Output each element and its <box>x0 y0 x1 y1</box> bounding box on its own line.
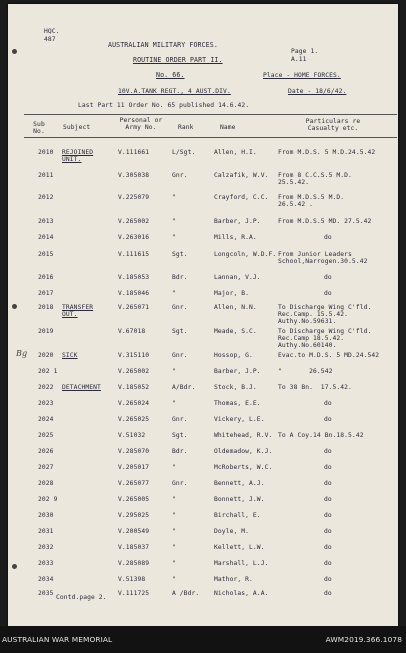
archive-footer <box>0 626 406 653</box>
row-sub-no: 2012 <box>38 194 54 201</box>
row-army-no: V.315110 <box>118 352 150 359</box>
row-particulars: From M.D.S.5 MD. 27.5.42 <box>278 218 372 225</box>
row-rank: " <box>172 464 176 471</box>
row-army-no: V.51398 <box>118 576 146 583</box>
punch-hole <box>12 49 17 54</box>
row-rank: " <box>172 544 176 551</box>
row-sub-no: 2022 <box>38 384 54 391</box>
row-army-no: V.265077 <box>118 480 150 487</box>
row-name: Birchall, E. <box>214 512 261 519</box>
place: Place - HOME FORCES. <box>263 72 341 79</box>
row-name: Barber, J.P. <box>214 368 261 375</box>
row-rank: Gnr. <box>172 172 188 179</box>
row-particulars: do <box>324 480 332 487</box>
punch-hole <box>12 304 17 309</box>
row-sub-no: 202 1 <box>38 368 58 375</box>
row-sub-no: 2016 <box>38 274 54 281</box>
row-sub-no: 2028 <box>38 480 54 487</box>
row-rank: " <box>172 400 176 407</box>
row-sub-no: 2035 <box>38 590 54 597</box>
row-name: Whitehead, R.V. <box>214 432 273 439</box>
row-particulars: do <box>324 448 332 455</box>
doc-title: AUSTRALIAN MILITARY FORCES. <box>108 41 218 49</box>
row-army-no: V.295025 <box>118 512 150 519</box>
row-name: Thomas, E.E. <box>214 400 261 407</box>
row-particulars: do <box>324 560 332 567</box>
row-rank: L/Sgt. <box>172 149 196 156</box>
row-army-no: V.265005 <box>118 496 150 503</box>
row-army-no: V.185053 <box>118 274 150 281</box>
order-number: No. 66. <box>156 71 185 79</box>
row-rank: " <box>172 194 176 201</box>
row-sub-no: 2033 <box>38 560 54 567</box>
row-sub-no: 2025 <box>38 432 54 439</box>
row-particulars: From M.D.S.5 M.D. 26.5.42 . <box>278 194 345 208</box>
row-rank: " <box>172 512 176 519</box>
row-name: Lannan, V.J. <box>214 274 261 281</box>
row-name: Bennett, A.J. <box>214 480 265 487</box>
row-army-no: V.265025 <box>118 416 150 423</box>
row-particulars: From M.D.S. 5 M.D.24.5.42 <box>278 149 376 156</box>
doc-subtitle: ROUTINE ORDER PART II. <box>133 56 223 64</box>
row-army-no: V.285089 <box>118 560 150 567</box>
row-army-no: V.265002 <box>118 368 150 375</box>
row-rank: Sgt. <box>172 328 188 335</box>
row-rank: Bdr. <box>172 448 188 455</box>
row-army-no: V.263016 <box>118 234 150 241</box>
row-sub-no: 2026 <box>38 448 54 455</box>
row-name: Meade, S.C. <box>214 328 257 335</box>
row-sub-no: 2032 <box>38 544 54 551</box>
row-rank: " <box>172 576 176 583</box>
row-particulars: Evac.to M.D.S. 5 MD.24.542 <box>278 352 380 359</box>
hq-number: 487 <box>44 36 56 43</box>
row-name: Hossop, G. <box>214 352 253 359</box>
row-rank: " <box>172 218 176 225</box>
row-particulars: do <box>324 590 332 597</box>
row-particulars: From 8 C.C.S.5 M.D. 25.5.42. <box>278 172 352 186</box>
row-rank: Gnr. <box>172 480 188 487</box>
row-subject: SICK <box>62 352 78 359</box>
row-sub-no: 2019 <box>38 328 54 335</box>
hq-label: HQC. <box>44 28 60 35</box>
row-sub-no: 2015 <box>38 251 54 258</box>
row-name: Marshall, L.J. <box>214 560 269 567</box>
handwritten-margin-mark: Bg <box>16 349 28 358</box>
row-particulars: To Discharge Wing C'fld. Rec.Camp. 15.5.42. Authy.No.59631. <box>278 304 372 325</box>
row-army-no: V.225079 <box>118 194 150 201</box>
row-particulars: do <box>324 512 332 519</box>
document-page <box>8 4 398 626</box>
row-rank: " <box>172 234 176 241</box>
row-army-no: V.305038 <box>118 172 150 179</box>
row-sub-no: 202 9 <box>38 496 58 503</box>
row-rank: " <box>172 560 176 567</box>
row-name: Oldemadow, K.J. <box>214 448 273 455</box>
col-sub-no: Sub No. <box>33 121 45 135</box>
row-particulars: " 26.542 <box>278 368 333 375</box>
col-personal-no: Personal or Army No. <box>119 117 163 131</box>
page-ref: A.11 <box>291 56 307 63</box>
row-army-no: V.265024 <box>118 400 150 407</box>
continued-note: Contd.page 2. <box>56 594 107 601</box>
row-sub-no: 2034 <box>38 576 54 583</box>
row-army-no: V.205017 <box>118 464 150 471</box>
row-particulars: do <box>324 416 332 423</box>
row-army-no: V.51032 <box>118 432 146 439</box>
col-rank: Rank <box>178 124 194 131</box>
row-army-no: V.185046 <box>118 290 150 297</box>
page-number: Page 1. <box>291 48 319 55</box>
row-sub-no: 2014 <box>38 234 54 241</box>
row-rank: A/Bdr. <box>172 384 196 391</box>
row-particulars: do <box>324 496 332 503</box>
row-name: Mathor, R. <box>214 576 253 583</box>
unit-name: 10V.A.TANK REGT., 4 AUST.DIV. <box>118 88 231 95</box>
row-sub-no: 2011 <box>38 172 54 179</box>
row-army-no: V.185052 <box>118 384 150 391</box>
row-name: Kellett, L.W. <box>214 544 265 551</box>
row-sub-no: 2030 <box>38 512 54 519</box>
row-particulars: To A Coy.14 Bn.18.5.42 <box>278 432 364 439</box>
order-date: Date - 18/6/42. <box>288 88 347 95</box>
row-sub-no: 2031 <box>38 528 54 535</box>
row-particulars: do <box>324 464 332 471</box>
row-name: Nicholas, A.A. <box>214 590 269 597</box>
row-particulars: do <box>324 576 332 583</box>
row-army-no: V.265071 <box>118 304 150 311</box>
punch-hole <box>12 564 17 569</box>
row-particulars: From Junior Leaders School,Narrogen.30.5.42 <box>278 251 368 265</box>
row-particulars: do <box>324 400 332 407</box>
row-sub-no: 2010 <box>38 149 54 156</box>
table-top-rule <box>24 114 397 115</box>
row-army-no: V.67018 <box>118 328 146 335</box>
row-rank: " <box>172 290 176 297</box>
row-rank: Sgt. <box>172 432 188 439</box>
row-rank: Gnr. <box>172 304 188 311</box>
col-particulars: Particulars re Casualty etc. <box>305 118 361 132</box>
row-rank: " <box>172 528 176 535</box>
col-name: Name <box>220 124 236 131</box>
row-sub-no: 2020 <box>38 352 54 359</box>
row-particulars: do <box>324 290 332 297</box>
row-name: Mills, R.A. <box>214 234 257 241</box>
row-name: Longcoln, W.D.F. <box>214 251 277 258</box>
last-order-note: Last Part 11 Order No. 65 published 14.6.42. <box>78 102 250 109</box>
row-sub-no: 2024 <box>38 416 54 423</box>
row-name: Crayford, C.C. <box>214 194 269 201</box>
row-rank: " <box>172 496 176 503</box>
row-particulars: do <box>324 234 332 241</box>
row-rank: Sgt. <box>172 251 188 258</box>
row-sub-no: 2013 <box>38 218 54 225</box>
row-name: Allen, N.N. <box>214 304 257 311</box>
row-sub-no: 2017 <box>38 290 54 297</box>
row-rank: A /Bdr. <box>172 590 200 597</box>
row-rank: Gnr. <box>172 352 188 359</box>
row-subject: DETACHMENT <box>62 384 101 391</box>
row-name: Bonnett, J.W. <box>214 496 265 503</box>
row-name: Stock, B.J. <box>214 384 257 391</box>
row-name: Calzafik, W.V. <box>214 172 269 179</box>
row-subject: REJOINED UNIT. <box>62 149 94 163</box>
table-header-rule <box>24 137 397 138</box>
row-army-no: V.111661 <box>118 149 150 156</box>
row-particulars: do <box>324 544 332 551</box>
row-army-no: V.185037 <box>118 544 150 551</box>
row-name: Vickery, L.E. <box>214 416 265 423</box>
row-sub-no: 2027 <box>38 464 54 471</box>
row-name: McRoberts, W.C. <box>214 464 273 471</box>
footer-source: AUSTRALIAN WAR MEMORIAL <box>2 635 113 644</box>
row-army-no: V.265002 <box>118 218 150 225</box>
row-particulars: To 38 Bn. 17.5.42. <box>278 384 352 391</box>
row-rank: " <box>172 368 176 375</box>
row-army-no: V.285070 <box>118 448 150 455</box>
row-subject: TRANSFER OUT. <box>62 304 94 318</box>
row-name: Doyle, M. <box>214 528 250 535</box>
row-particulars: do <box>324 528 332 535</box>
row-rank: Gnr. <box>172 416 188 423</box>
row-name: Barber, J.P. <box>214 218 261 225</box>
col-subject: Subject <box>63 124 91 131</box>
row-army-no: V.111725 <box>118 590 150 597</box>
row-particulars: do <box>324 274 332 281</box>
row-particulars: To Discharge Wing C'fld. Rec.Camp 18.5.42. Authy.No.60140. <box>278 328 372 349</box>
row-name: Allen, H.I. <box>214 149 257 156</box>
row-army-no: V.111615 <box>118 251 150 258</box>
row-sub-no: 2018 <box>38 304 54 311</box>
row-sub-no: 2023 <box>38 400 54 407</box>
footer-catalogue-id: AWM2019.366.1078 <box>325 635 402 644</box>
row-rank: Bdr. <box>172 274 188 281</box>
row-army-no: V.200549 <box>118 528 150 535</box>
row-name: Major, B. <box>214 290 250 297</box>
